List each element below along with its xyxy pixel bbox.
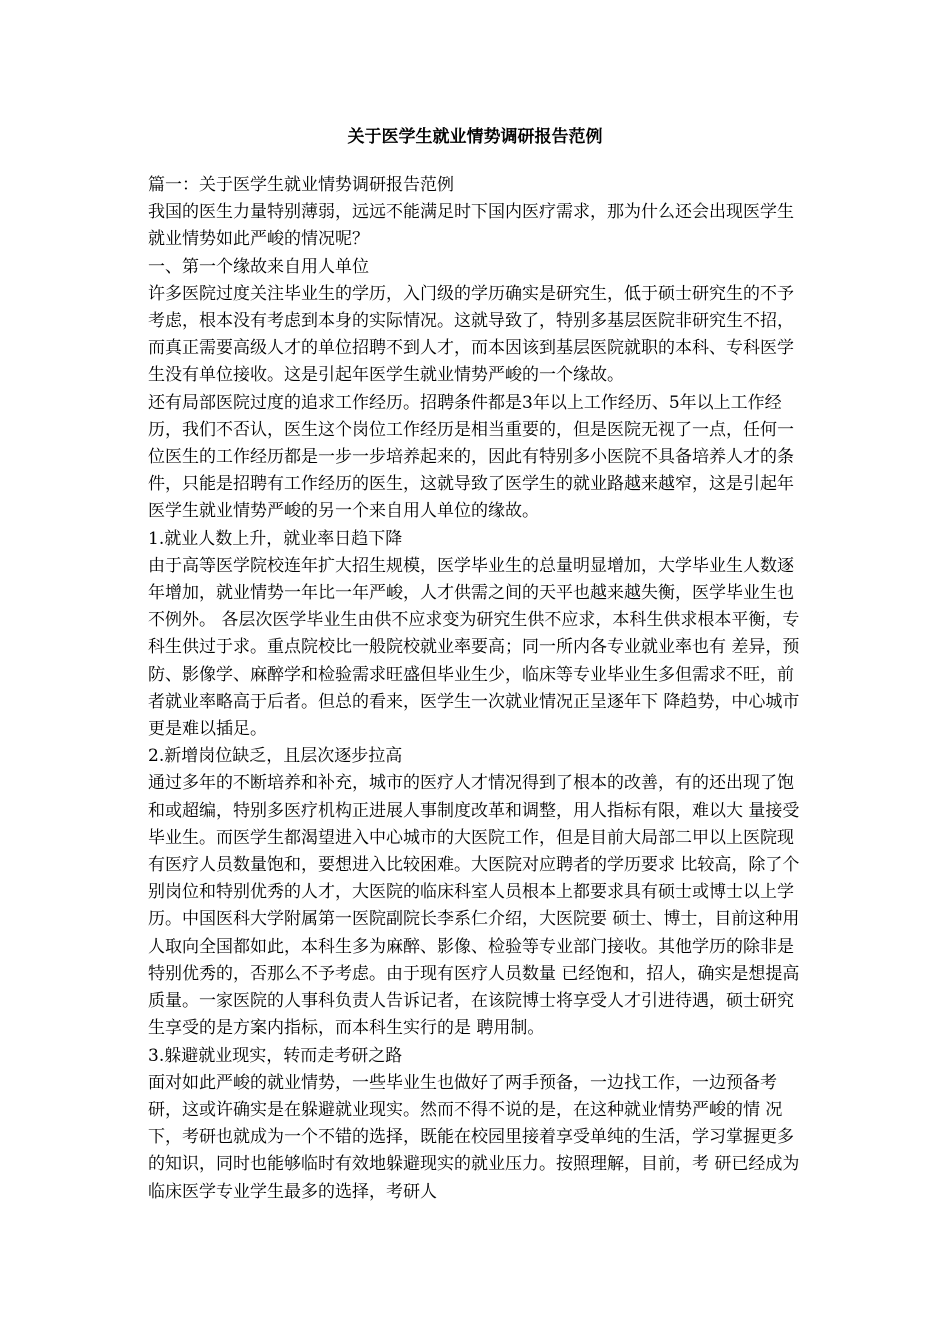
- paragraph: 面对如此严峻的就业情势，一些毕业生也做好了两手预备，一边找工作，一边预备考研，这或许确实是在躲避就业现实。然而不得不说的是，在这种就业情势严峻的情 况下，考研也就成为一个不错的选择，既能在校园里接着享受单纯的生活，学习掌握更多的知识，同时也能够临时有效地躲避现实的就业压力。按照理解，目前，考 研已经成为临床医学专业学生最多的选择，考研人: [148, 1072, 800, 1202]
- section-heading: 篇一：关于医学生就业情势调研报告范例: [148, 175, 454, 195]
- document-title: 关于医学生就业情势调研报告范例: [347, 127, 603, 147]
- section-heading: 一、第一个缘故来自用人单位: [148, 256, 369, 277]
- paragraph: 我国的医生力量特别薄弱，远远不能满足时下国内医疗需求，那为什么还会出现医学生就业情势如此严峻的情况呢？: [148, 202, 794, 250]
- document-body: [148, 172, 808, 1206]
- paragraph: 还有局部医院过度的追求工作经历。招聘条件都是3年以上工作经历、5年以上工作经历，我们不否认，医生这个岗位工作经历是相当重要的，但是医院无视了一点，任何一位医生的工作经历都是一步一步培养起来的，因此有特别多小医院不具备培养人才的条件，只能是招聘有工作经历的医生，这就导致了医学生的就业路越来越窄，这是引起年医学生就业情势严峻的另一个来自用人单位的缘故。: [148, 392, 794, 522]
- section-heading: 2.新增岗位缺乏，且层次逐步拉高: [148, 746, 403, 767]
- paragraph: 许多医院过度关注毕业生的学历，入门级的学历确实是研究生，低于硕士研究生的不予考虑，根本没有考虑到本身的实际情况。这就导致了，特别多基层医院非研究生不招，而真正需要高级人才的单位招聘不到人才，而本因该到基层医院就职的本科、专科医学生没有单位接收。这是引起年医学生就业情势严峻的一个缘故。: [148, 283, 794, 386]
- section-heading: 1.就业人数上升，就业率日趋下降: [148, 528, 403, 549]
- section-heading: 3.躲避就业现实，转而走考研之路: [148, 1045, 403, 1066]
- paragraph: 由于高等医学院校连年扩大招生规模，医学毕业生的总量明显增加，大学毕业生人数逐年增加，就业情势一年比一年严峻，人才供需之间的天平也越来越失衡，医学毕业生也不例外。 各层次医学毕业生由供不应求变为研究生供不应求，本科生供求根本平衡，专科生供过于求。重点院校比一般院校就业率要高；同一所内各专业就业率也有 差异，预防、影像学、麻醉学和检验需求旺盛但毕业生少，临床等专业毕业生多但需求不旺，前者就业率略高于后者。但总的看来，医学生一次就业情况正呈逐年下 降趋势，中心城市更是难以插足。: [148, 555, 800, 740]
- paragraph: 通过多年的不断培养和补充，城市的医疗人才情况得到了根本的改善，有的还出现了饱和或超编，特别多医疗机构正进展人事制度改革和调整，用人指标有限，难以大 量接受毕业生。而医学生都渴望进入中心城市的大医院工作，但是目前大局部二甲以上医院现有医疗人员数量饱和，要想进入比较困难。大医院对应聘者的学历要求 比较高，除了个别岗位和特别优秀的人才，大医院的临床科室人员根本上都要求具有硕士或博士以上学历。中国医科大学附属第一医院副院长李系仁介绍，大医院要 硕士、博士，目前这种用人取向全国都如此，本科生多为麻醉、影像、检验等专业部门接收。其他学历的除非是特别优秀的，否那么不予考虑。由于现有医疗人员数量 已经饱和，招人，确实是想提高质量。一家医院的人事科负责人告诉记者，在该院博士将享受人才引进待遇，硕士研究生享受的是方案内指标，而本科生实行的是 聘用制。: [148, 773, 800, 1039]
